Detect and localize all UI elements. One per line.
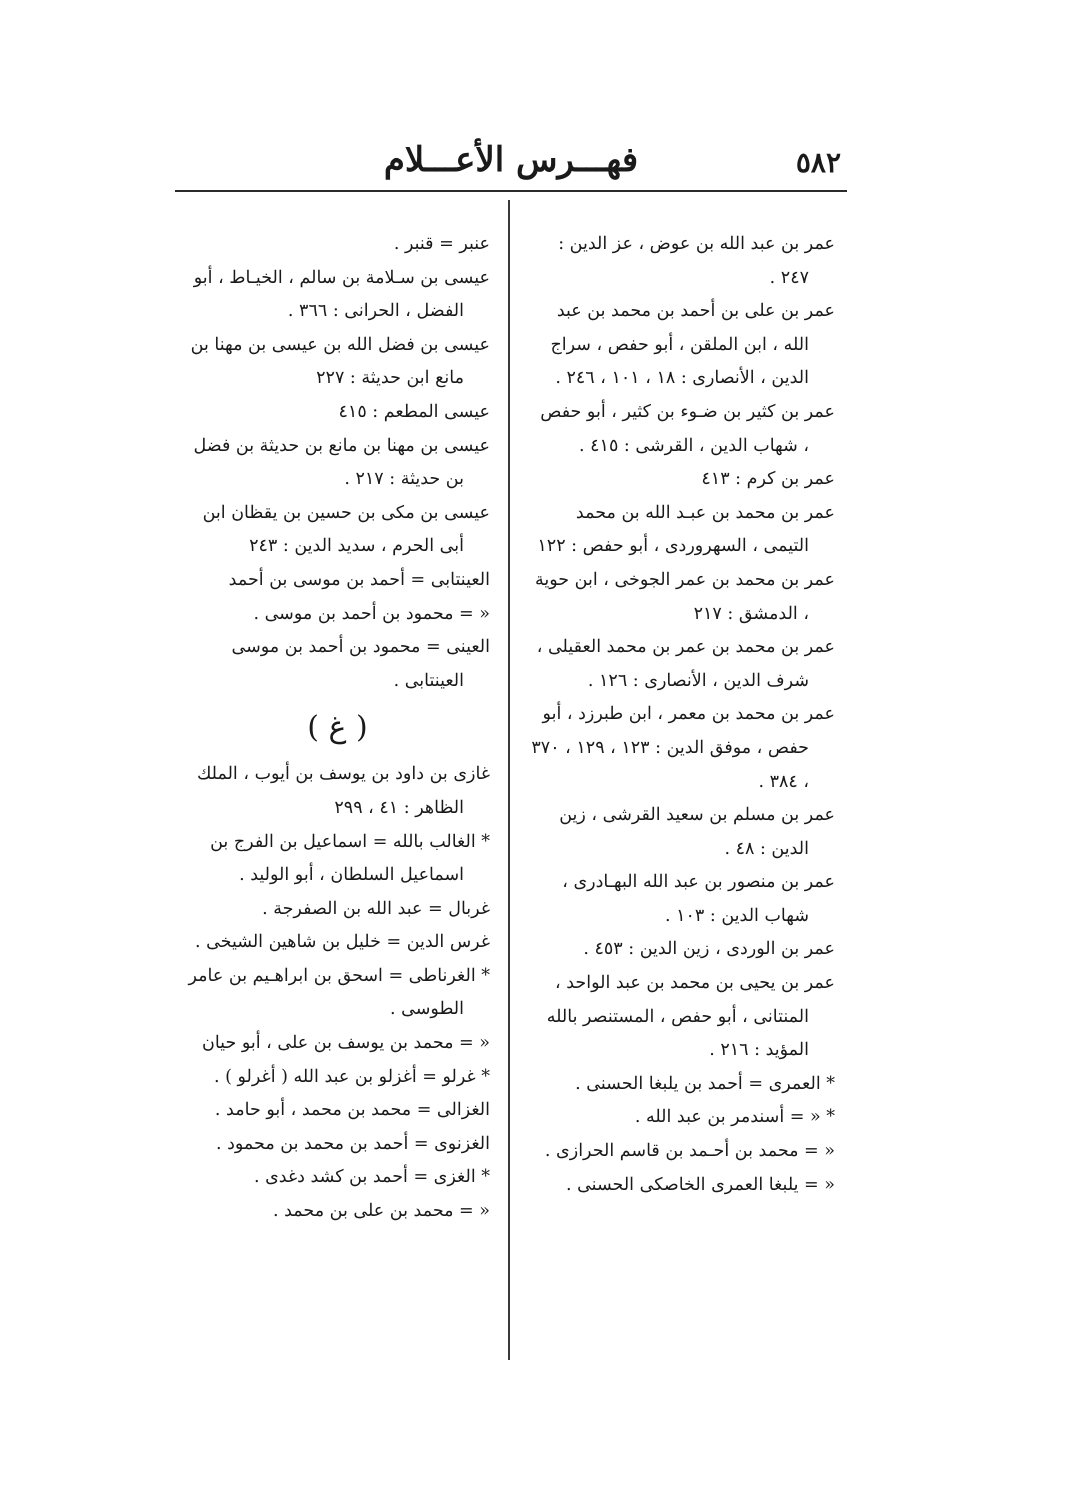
index-entry: * الغزى = أحمد بن كشد دغدى . [253, 1167, 490, 1188]
index-entry: غازى بن داود بن يوسف بن أيوب ، الملك الظاهر : ٤١ ، ٢٩٩ [196, 764, 490, 818]
index-entry: عيسى بن مهنا بن مانع بن حديثة بن فضل بن حديثة : ٢١٧ . [193, 435, 490, 490]
index-entry: عمر بن كرم : ٤١٣ [701, 469, 835, 490]
right-column [530, 228, 835, 1202]
index-entry: عمر بن مسلم بن سعيد القرشى ، زين الدين : ٤٨ . [559, 805, 835, 859]
header-rule [175, 190, 847, 192]
index-entry: عنبر = قنبر . [393, 234, 490, 254]
index-entry: « = يلبغا العمرى الخاصكى الحسنى . [565, 1174, 835, 1195]
index-entry: الغزنوى = أحمد بن محمد بن محمود . [215, 1133, 490, 1154]
index-entry: الغزالى = محمد بن محمد ، أبو حامد . [214, 1100, 490, 1121]
index-entry: غرس الدين = خليل بن شاهين الشيخى . [194, 932, 490, 953]
index-entry: « = محمد بن أحـمد بن قاسم الحرازى . [544, 1141, 835, 1162]
page-number: ٥٨٢ [795, 146, 841, 179]
index-entry: عمر بن محمد بن عمر بن محمد العقيلى ، شرف الدين ، الأنصارى : ١٢٦ . [536, 637, 835, 691]
index-entry: عمر بن يحيى بن محمد بن عبد الواحد ، المنتانى ، أبو حفص ، المستنصر بالله المؤيد : ٢١٦ . [546, 973, 835, 1061]
index-entry: عمر بن الوردى ، زين الدين : ٤٥٣ . [583, 939, 835, 960]
index-entry: « = محمد بن يوسف بن على ، أبو حيان [201, 1033, 490, 1054]
index-entry: عمر بن على بن أحمد بن محمد بن عبد الله ، ابن الملقن ، أبو حفص ، سراج الدين ، الأنصارى : ١٨ ، ١٠١ ، ٢٤٦ . [550, 301, 835, 389]
index-entry: « = محمد بن على بن محمد . [272, 1201, 490, 1222]
index-entry: عمر بن محمد بن عمر الجوخى ، ابن حوية ، الدمشق : ٢١٧ [534, 569, 835, 624]
index-entry: عيسى بن مكى بن حسين بن يقظان ابن أبى الحرم ، سديد الدين : ٢٤٣ [202, 502, 490, 557]
index-entry: عيسى بن فضل الله بن عيسى بن مهنا بن مانع ابن حديثة : ٢٢٧ [190, 334, 490, 389]
index-entry: * الغالب بالله = اسماعيل بن الفرج بن اسماعيل السلطان ، أبو الوليد . [210, 831, 490, 886]
index-entry: عيسى بن سـلامة بن سالم ، الخيـاط ، أبو الفضل ، الحرانى : ٣٦٦ . [193, 267, 490, 322]
index-entry: العينتابى = أحمد بن موسى بن أحمد [228, 569, 490, 590]
index-entry: * الغرناطى = اسحق بن ابراهـيم بن عامر الطوسى . [188, 965, 490, 1020]
index-entry: غربال = عبد الله بن الصفرجة . [262, 898, 490, 919]
index-entry: عمر بن محمد بن معمر ، ابن طبرزد ، أبو حفص ، موفق الدين : ١٢٣ ، ١٢٩ ، ٣٧٠ ، ٣٨٤ . [531, 704, 835, 792]
section-letter-heading: ( غ ) [307, 710, 368, 746]
index-entry: عمر بن منصور بن عبد الله البهـادرى ، شهاب الدين : ١٠٣ . [562, 872, 835, 926]
page-header [175, 140, 847, 190]
left-column [185, 228, 490, 1229]
index-entry: « = محمود بن أحمد بن موسى . [253, 603, 490, 624]
index-entry: * « = أسندمر بن عبد الله . [634, 1107, 835, 1128]
index-entry: العينى = محمود بن أحمد بن موسى العينتابى . [231, 637, 490, 691]
column-divider [508, 200, 510, 1360]
index-entry: عمر بن عبد الله بن عوض ، عز الدين : ٢٤٧ . [558, 234, 835, 288]
index-entry: عيسى المطعم : ٤١٥ [338, 401, 490, 422]
page-title: فهـــرس الأعـــلام [383, 140, 639, 180]
index-entry: * غرلو = أغزلو بن عبد الله ( أغرلو ) . [214, 1066, 490, 1087]
index-entry: * العمرى = أحمد بن يلبغا الحسنى . [575, 1073, 835, 1094]
index-entry: عمر بن كثير بن ضـوء بن كثير ، أبو حفص ، شهاب الدين ، القرشى : ٤١٥ . [540, 401, 835, 456]
index-entry: عمر بن محمد بن عبـد الله بن محمد التيمى ، السهروردى ، أبو حفص : ١٢٢ [537, 502, 835, 557]
